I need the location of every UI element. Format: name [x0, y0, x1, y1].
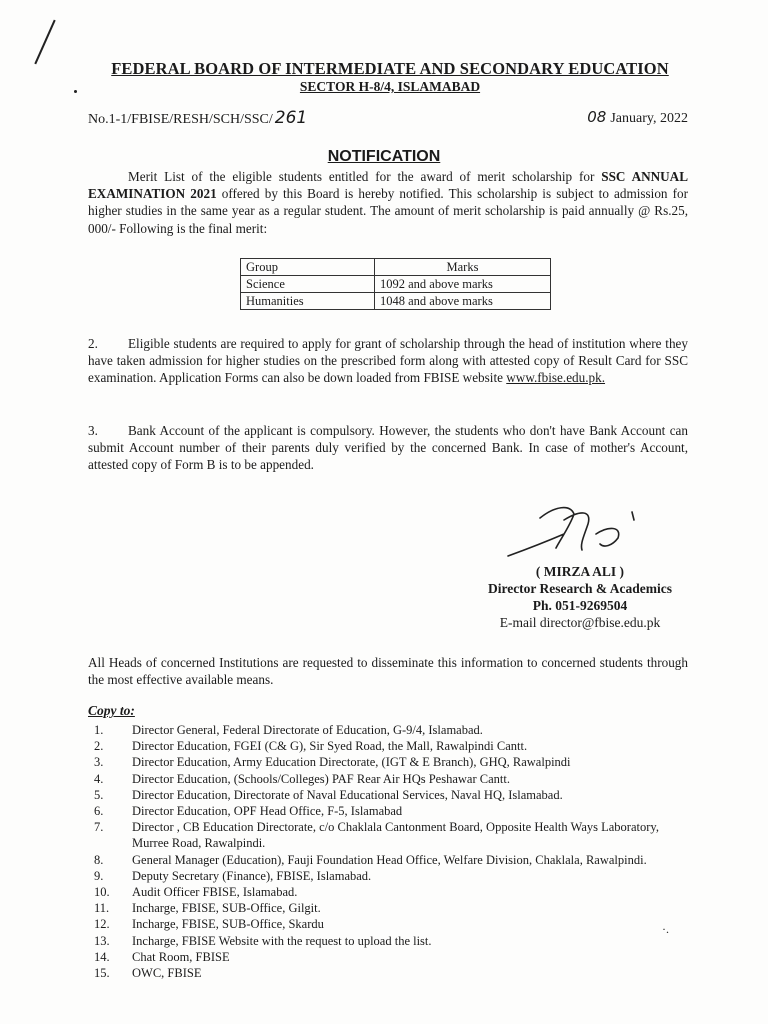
table-header-marks: Marks [375, 259, 551, 276]
signatory-title: Director Research & Academics [487, 581, 673, 596]
list-item-text: Director Education, FGEI (C& G), Sir Syed Road, the Mall, Rawalpindi Cantt. [132, 739, 528, 754]
reference-prefix: No.1-1/FBISE/RESH/SCH/SSC/ [88, 112, 273, 127]
list-item [88, 771, 688, 787]
copy-to-heading: Copy to: [88, 703, 135, 718]
list-item-number: 5. [94, 787, 104, 802]
list-item [88, 787, 688, 803]
signatory-block [470, 563, 690, 631]
paragraph-intro [88, 168, 688, 237]
paragraph-number: 2. [88, 336, 98, 351]
list-item [88, 933, 688, 949]
list-item-text: Audit Officer FBISE, Islamabad. [132, 885, 298, 900]
table-header-row [241, 259, 551, 276]
signatory-email[interactable]: E-mail director@fbise.edu.pk [499, 615, 661, 630]
ink-dot [74, 90, 77, 93]
list-item-text: Director Education, Army Education Directorate, (IGT & E Branch), GHQ, Rawalpindi [132, 755, 571, 770]
paragraph-2 [88, 335, 688, 387]
exam-name: SSC ANNUAL EXAMINATION 2021 [88, 169, 688, 202]
signatory-phone: Ph. 051-9269504 [532, 598, 628, 613]
list-item-text: Chat Room, FBISE [132, 949, 230, 964]
organization-address: SECTOR H-8/4, ISLAMABAD [299, 79, 481, 94]
list-item-text: Director Education, Directorate of Naval Educational Services, Naval HQ, Islamabad. [132, 787, 563, 802]
list-item [88, 819, 688, 851]
table-cell-group: Humanities [241, 293, 375, 310]
list-item [88, 754, 688, 770]
list-item-number: 4. [94, 771, 104, 786]
list-item-number: 13. [94, 933, 110, 948]
copy-to-list [88, 722, 688, 981]
list-item [88, 722, 688, 738]
list-item-number: 12. [94, 917, 110, 932]
table-cell-group: Science [241, 276, 375, 293]
table-row [241, 293, 551, 310]
list-item-text: OWC, FBISE [132, 966, 202, 981]
list-item-number: 14. [94, 949, 110, 964]
organization-name: FEDERAL BOARD OF INTERMEDIATE AND SECONDARY EDUCATION [111, 59, 669, 78]
list-item [88, 868, 688, 884]
intro-text-1: Merit List of the eligible students entitled for the award of merit scholarship for [128, 169, 602, 184]
list-item-number: 6. [94, 804, 104, 819]
list-item-text: General Manager (Education), Fauji Foundation Head Office, Welfare Division, Chaklala, Rawalpindi. [132, 852, 647, 867]
list-item-number: 1. [94, 723, 104, 737]
signature [500, 496, 670, 566]
date-month-year: January, 2022 [610, 111, 688, 126]
list-item [88, 965, 688, 981]
table-row [241, 276, 551, 293]
table-header-group: Group [241, 259, 375, 276]
scan-speck: ·. [662, 922, 669, 936]
list-item-number: 15. [94, 966, 110, 981]
list-item-text: Incharge, FBISE Website with the request to upload the list. [132, 933, 432, 948]
list-item [88, 803, 688, 819]
merit-table [240, 258, 551, 310]
table-cell-marks: 1092 and above marks [375, 276, 551, 293]
list-item-number: 9. [94, 868, 104, 883]
list-item-text: Director General, Federal Directorate of Education, G-9/4, Islamabad. [132, 723, 483, 737]
list-item [88, 949, 688, 965]
page-title: NOTIFICATION [327, 148, 441, 165]
reference-number [88, 108, 307, 128]
list-item-number: 8. [94, 852, 104, 867]
list-item-number: 10. [94, 885, 110, 900]
list-item [88, 884, 688, 900]
paragraph-2-text: Eligible students are required to apply for grant of scholarship through the head of institution where they have taken admission for higher studies on the prescribed form along with attested copy of Result Card for SSC examination. Application Forms can also be down loaded from FBISE website [88, 336, 688, 386]
list-item-text: Director Education, OPF Head Office, F-5, Islamabad [132, 804, 403, 819]
list-item-text: Deputy Secretary (Finance), FBISE, Islamabad. [132, 868, 372, 883]
issue-date [587, 108, 688, 127]
table-cell-marks: 1048 and above marks [375, 293, 551, 310]
list-item-number: 11. [94, 901, 110, 916]
list-item-text: Incharge, FBISE, SUB-Office, Gilgit. [132, 901, 321, 916]
pen-mark [34, 20, 55, 65]
intro-text-2: offered by this Board is hereby notified. This scholarship is subject to admission for higher studies in the same year as a regular student. The amount of merit scholarship is paid annually @ Rs.25, 000/- Following is the final merit: [88, 186, 688, 236]
list-item-number: 2. [94, 739, 104, 754]
list-item-text: Incharge, FBISE, SUB-Office, Skardu [132, 917, 324, 932]
reference-handwritten-number: 261 [274, 108, 308, 128]
list-item-text: Director , CB Education Directorate, c/o Chaklala Cantonment Board, Opposite Health Ways Laboratory, Murree Road, Rawalpindi. [132, 820, 659, 851]
list-item [88, 852, 688, 868]
list-item [88, 916, 688, 932]
list-item-number: 7. [94, 820, 104, 835]
website-link[interactable]: www.fbise.edu.pk. [506, 370, 606, 386]
signatory-name: ( MIRZA ALI ) [535, 564, 625, 579]
paragraph-3 [88, 422, 688, 474]
list-item [88, 900, 688, 916]
paragraph-dissemination: All Heads of concerned Institutions are requested to disseminate this information to concerned students through the most effective available means. [88, 655, 688, 688]
list-item-text: Director Education, (Schools/Colleges) PAF Rear Air HQs Peshawar Cantt. [132, 771, 510, 786]
date-day-handwritten: 08 [587, 108, 607, 126]
paragraph-number: 3. [88, 423, 98, 438]
paragraph-3-text: Bank Account of the applicant is compulsory. However, the students who don't have Bank Account can submit Account number of their parents duly verified by the concerned Bank. In case of mother's Account, attested copy of Form B is to be appended. [88, 423, 688, 473]
list-item [88, 738, 688, 754]
list-item-number: 3. [94, 755, 104, 770]
